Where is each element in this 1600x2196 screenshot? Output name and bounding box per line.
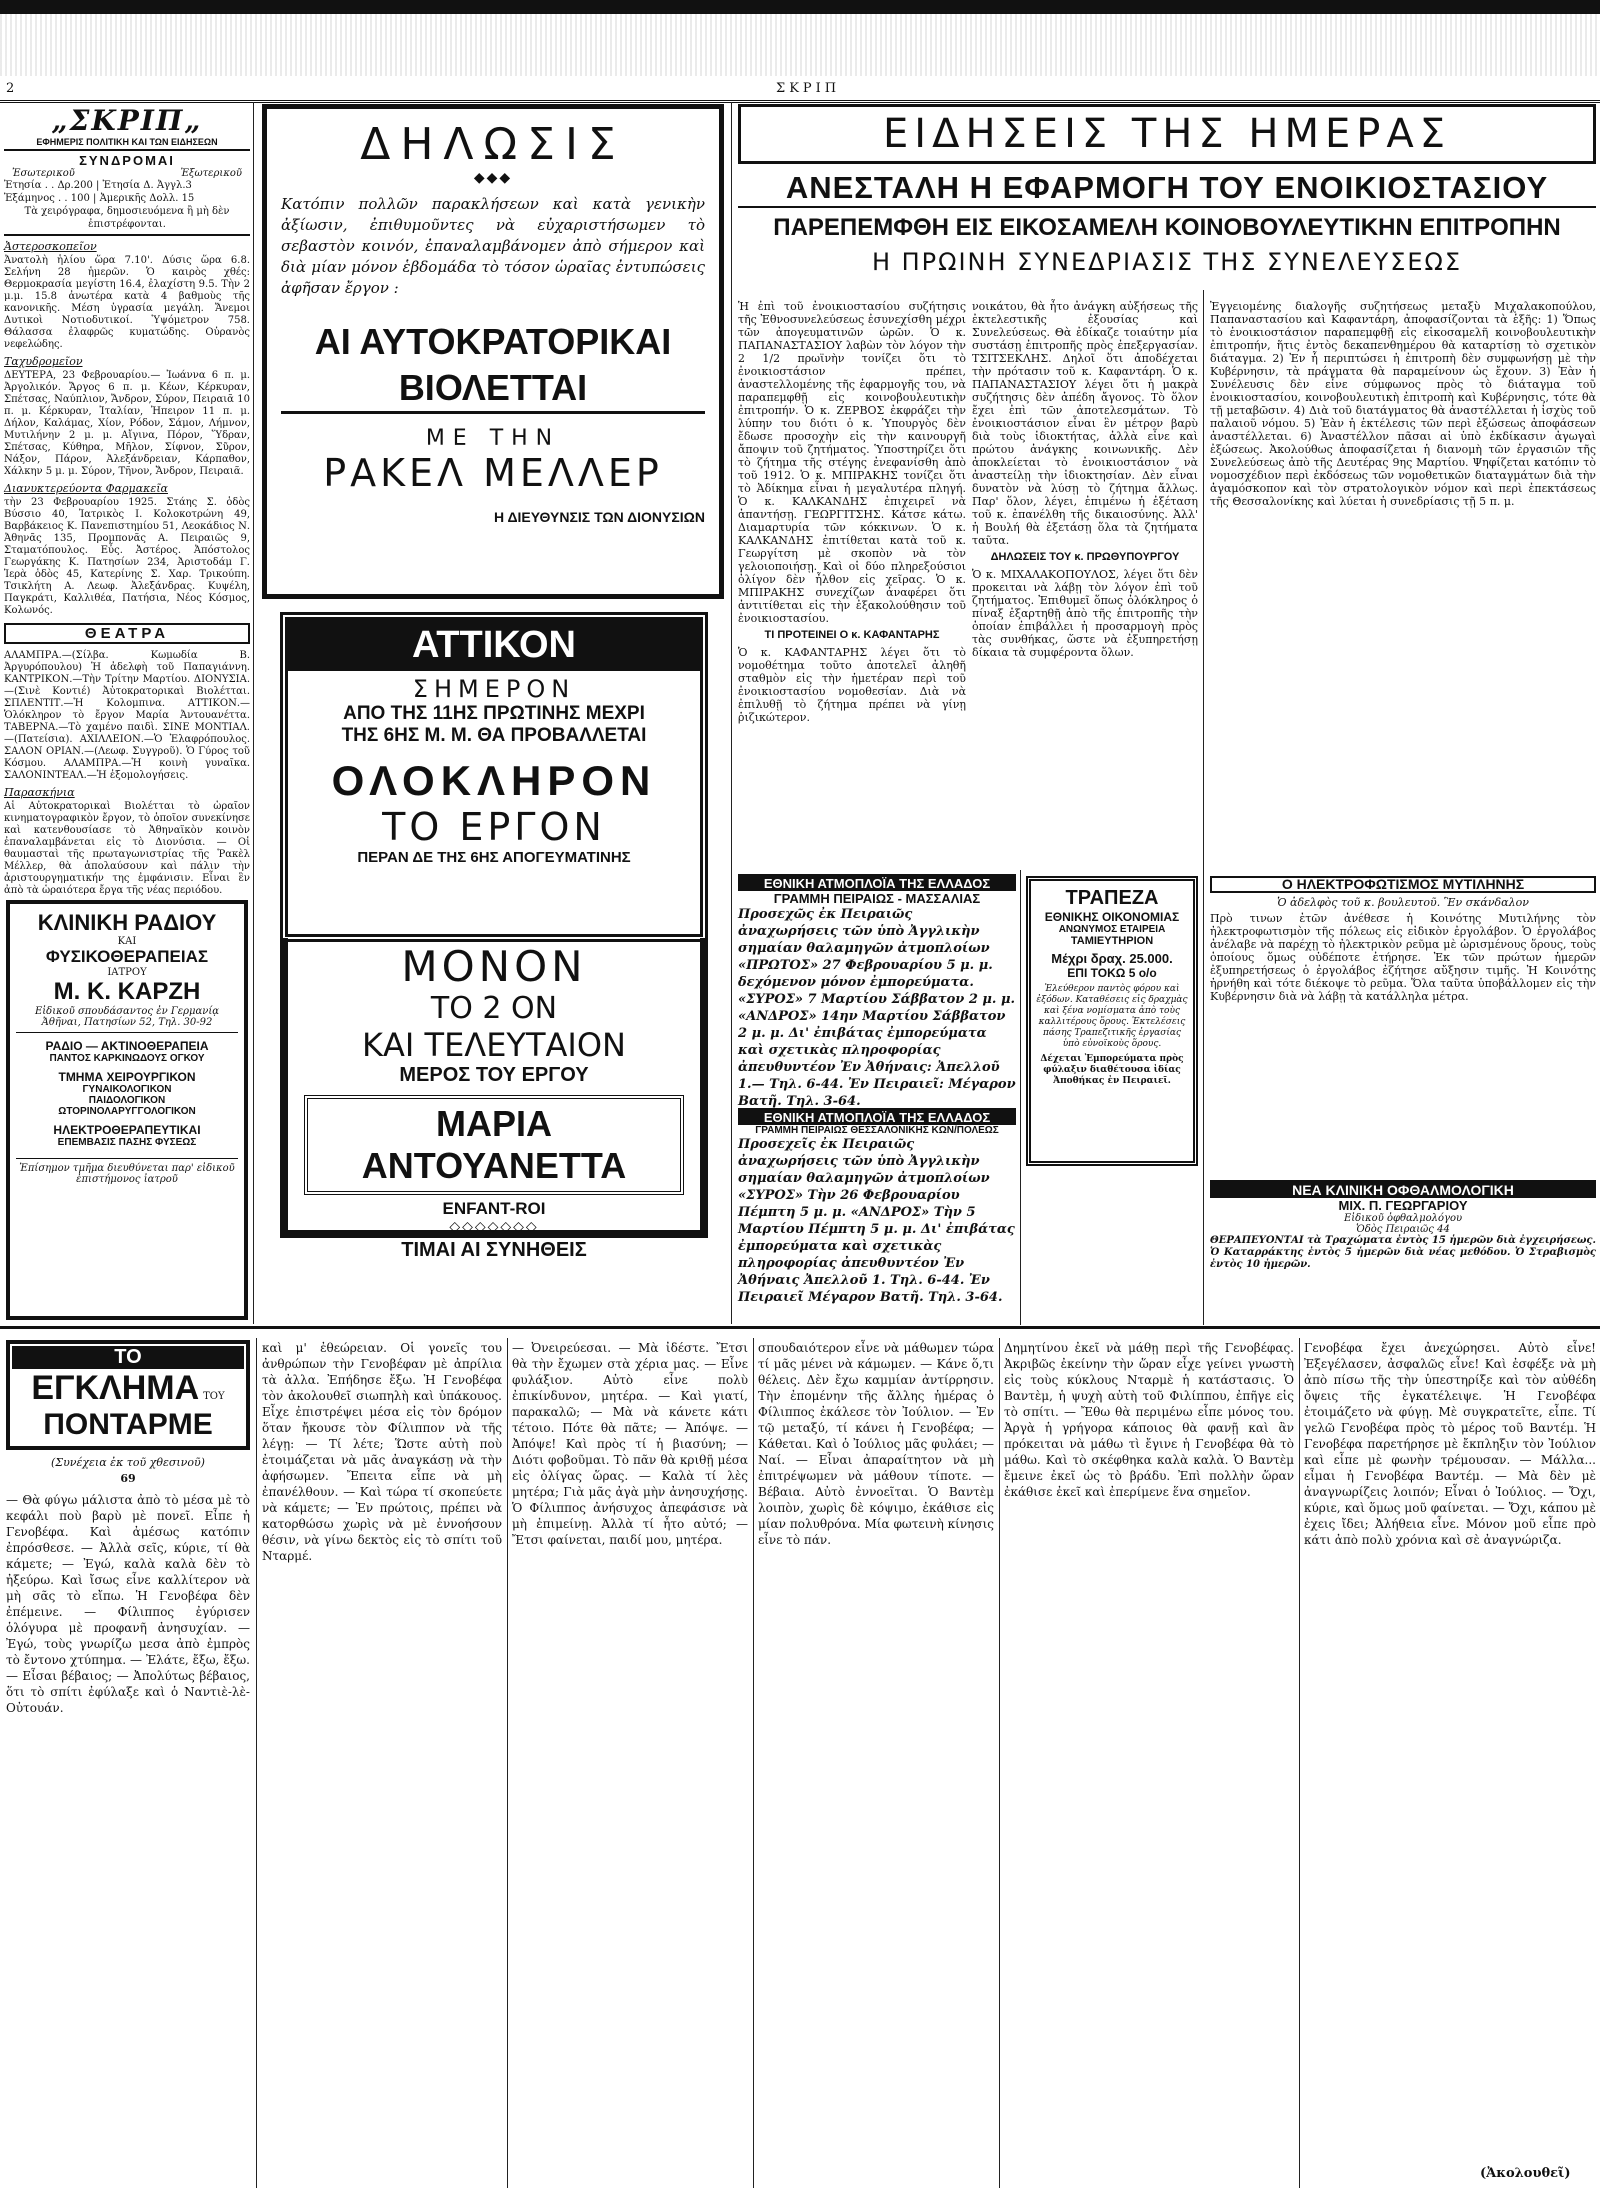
masthead-title: „ΣΚΡΙΠ„	[51, 104, 203, 137]
column-rule	[1299, 1338, 1300, 2188]
bleed-through-strip	[0, 14, 1600, 76]
serial-col-4: σπουδαιότερον εἶνε νὰ μάθωμεν τώρα τί μᾶς μένει νὰ κάμωμεν. — Κάνε ὅ,τι θέλεις. Δὲν ἔχω καμμίαν ἀντίρρησιν. Τὴν ἐπομένην τῆς ἄλλης ἡμέρας ὁ Φίλιππος ἐκάλεσε τὸν Ἰούλιον. — Ἐν τῷ μεταξύ, τί κάνει ἡ Γενοβέφα; — Κάθεται. Καὶ ὁ Ἰούλιος μᾶς φυλάει; — Ναί. — Εἶναι ἀπαραίτητον νὰ μὴ ἐπιτρέψωμεν νὰ μάθουν τίποτε. — Βέβαια. Αὐτὸ ἐννοεῖται. Ὁ Βαντὲμ λοιπὸν, χωρὶς δὲ κόψιμο, ἐκάθισε εἰς μίαν πολυθρόνα. Μία φωτεινὴ κίνησις εἶνε τὸ πάν.	[758, 1341, 994, 1547]
post-heading: Ταχυδρομεῖον	[4, 355, 83, 368]
theatres-heading: ΘΕΑΤΡΑ	[4, 623, 250, 644]
mytilini-body: Πρὸ τινων ἐτῶν ἀνέθεσε ἡ Κοινότης Μυτιλήνης τὸν ἠλεκτροφωτισμὸν τῆς πόλεως εἰς εἰδικὸν ἐργολάβον. Ὁ ἐργολάβος ἀνέλαβε νὰ παρέχῃ τὸ ἠλεκτρικὸν ρεῦμα μὲ ὡρισμένους ὅρους, τοὺς ὁποίους ὅμως οὐδέποτε ἐτήρησε. Ἐκ τῶν πρώτων ἡμερῶν ἐξυπηρετήσεως ὁ ἐργολάβος ἐζήτησε αὔξησιν τιμῆς. Ἡ Κοινότης ἠρνήθη καὶ τότε διέκοψε τὸ ρεῦμα. Ὅλα ταῦτα ὑποβάλλομεν εἰς τὴν Κυβέρνησιν διὰ νὰ λάβῃ τὰ κατάλληλα μέτρα.	[1210, 912, 1596, 1003]
attikon-last: ΚΑΙ ΤΕΛΕΥΤΑΙΟΝ	[362, 1026, 626, 1064]
shipping-ad-1	[738, 874, 1016, 1109]
sub-line-1: Ἐτησία . . Δρ.200 | Ἐτησία Δ. Ἀγγλ.3	[4, 180, 192, 191]
pharmacy-text: τὴν 23 Φεβρουαρίου 1925. Στάης Σ. ὁδὸς Βύσσιο 40, Ἰατρικὸς Ι. Κολοκοτρώνη 49, Βαρβάκειος Κ. Πανεπιστημίου 51, Λεοκάδιος Ν. Ἀθηνᾶς 135, Προμπονᾶς Α. Πειραιῶς 9, Σταματόπουλος. Εὖς. Ἀστέρος. Ἀπόστολος Γεωργάκης Κ. Πατησίων 234, Ἀριστοδάμ Γ. Ἱερὰ ὁδὸς 45, Κατερίνης Σ. Χαρ. Τρικούπη. Τσικλήτη Α. Λεωφ. Ἀλεξάνδρας. Κυψέλη, Παγκράτι, Καλλιθέα, Πατήσια, Νέος Κόσμος, Κολωνός.	[4, 497, 250, 616]
serial-continued: (Ἀκολουθεῖ)	[1480, 2166, 1571, 2181]
attikon-work: ΤΟ ΕΡΓΟΝ	[382, 805, 606, 849]
attikon-prices: ΤΙΜΑΙ ΑΙ ΣΥΝΗΘΕΙΣ	[401, 1239, 587, 1261]
declaration-with: ΜΕ ΤΗΝ	[425, 426, 561, 451]
theatres-text: ΑΛΑΜΠΡΑ.—(Σίλβα. Κωμωδία Β. Ἀργυρόπουλου) Ἡ ἀδελφὴ τοῦ Παπαγιάννη. ΚΑΝΤΡΙΚΟΝ.—Τὴν Τρίτην Μαρτίου. ΔΙΟΝΥΣΙΑ.—(Σινὲ Κοντιέ) Ἀὐτοκρατορικαὶ Βιολέτται. ΣΠΛΕΝΤΙΤ.—Ἡ Κολομπινα. ΑΤΤΙΚΟΝ.—Ὁλόκληρον τὸ ἔργον Μαρία Ἀντουανέττα. ΤΑΒΕΡΝΑ.—Τὸ χαμένο παιδὶ. ΣΙΝΕ ΜΟΝΤΙΑΛ.—(Πατείσια). ΑΧΙΛΛΕΙΟΝ.—Ὁ Ἐλαφρόπουλος. ΣΑΛΟΝ ΟΡΙΑΝ.—(Λεωφ. Συγγροῦ). Ὁ Γύρος τοῦ Κόσμου. ΑΛΑΜΠΡΑ.—Ἡ κοινὴ γυναῖκα. ΣΑΛΟΝΙΝΤΕΑΛ.—Ἡ ἐξομολογήσεις.	[4, 650, 250, 781]
clinic-ent: ΩΤΟΡΙΝΟΛΑΡΥΓΓΟΛΟΓΙΚΟΝ	[58, 1106, 196, 1117]
clinic-cancer: ΠΑΝΤΟΣ ΚΑΡΚΙΝΩΔΟΥΣ ΟΓΚΟΥ	[49, 1053, 205, 1064]
column-rule	[256, 1338, 257, 2188]
clinic-radio: ΡΑΔΙΟ — ΑΚΤΙΝΟΘΕΡΑΠΕΙΑ	[45, 1039, 209, 1053]
news-column-1	[738, 300, 966, 868]
column-rule	[753, 1338, 754, 2188]
eye-doctor: ΜΙΧ. Π. ΓΕΩΡΓΑΡΙΟΥ	[1338, 1198, 1468, 1213]
bank-dept: ΤΑΜΙΕΥΤΗΡΙΟΝ	[1070, 935, 1154, 947]
serial-col-5: Δημητίνου ἐκεῖ νὰ μάθῃ περὶ τῆς Γενοβέφας. Ἀκριβῶς ἐκείνην τὴν ὥραν εἶχε γείνει γνωστὴ εἰς τοὺς κύκλους Νταρμὲ ἡ κατάστασις. Ὁ Βαντὲμ, ἡ ψυχὴ αὐτὴ τοῦ Φιλίππου, ἐπῆγε εἰς τὸ σπίτι. — Ἔθω θὰ περιμένω εἶπε μόνος του. Ἀργὰ ἡ γρήγορα κάποιος θὰ φανῇ καὶ ἂν πρόκειται νὰ μάθω τὶ ἔγινε ἡ Γενοβέφα θὰ τὸ μάθω. Καὶ τὸ σκέφθηκα καλὰ καλὰ. Ὁ Βαντὲμ ἔμεινε ἐκεῖ ὡς τὸ βράδυ. Ἐπὶ πολλὴν ὥραν ἐκάθισε ἐκεῖ καὶ ἐπερίμενε ἕνα σημεῖον.	[1004, 1341, 1294, 1499]
running-title: ΣΚΡΙΠ	[776, 81, 841, 96]
sub-domestic: Ἐσωτερικοῦ	[12, 168, 75, 179]
masthead-subtitle: ΕΦΗΜΕΡΙΣ ΠΟΛΙΤΙΚΗ ΚΑΙ ΤΩΝ ΕΙΔΗΣΕΩΝ	[4, 137, 250, 151]
review-heading: Παρασκήνια	[4, 786, 75, 799]
ornament: ◆◆◆	[473, 170, 513, 186]
eye-clinic-ad	[1210, 1180, 1596, 1328]
bank-name: ΕΘΝΙΚΗΣ ΟΙΚΟΝΟΜΙΑΣ	[1044, 910, 1180, 924]
subscriptions-heading: ΣΥΝΔΡΟΜΑΙ	[79, 153, 175, 168]
eye-body: ΘΕΡΑΠΕΥΟΝΤΑΙ τὰ Τραχώματα ἐντὸς 15 ἡμερῶν διὰ ἐγχειρήσεως. Ὁ Καταρράκτης ἐντὸς 5 ἡμερῶν διὰ νέας μεθόδου. Ὁ Στραβισμὸς ἐντὸς 10 ἡμερῶν.	[1210, 1235, 1596, 1270]
column-rule	[731, 102, 732, 1324]
bank-min: Μέχρι δραχ. 25.000.	[1051, 951, 1173, 966]
eye-spec: Εἰδικοῦ ὀφθαλμολόγου	[1343, 1213, 1463, 1224]
attikon-until: ΤΗΣ 6ΗΣ Μ. Μ. ΘΑ ΠΡΟΒΑΛΛΕΤΑΙ	[341, 725, 647, 746]
serial-installment: 69	[120, 1472, 136, 1485]
news-column-3	[1210, 300, 1596, 868]
page-number: 2	[6, 81, 15, 96]
bank-body: Ἐλεύθερον παντὸς φόρου καὶ ἐξόδων. Καταθέσεις εἰς δραχμὰς καὶ ξένα νομίσματα ἀπὸ τοὺς καλλιτέρους ὅρους. Ἐκτελέσεις πάσης Τραπεζιτικῆς ἐργασίας ὑπὸ εὐνοϊκοὺς ὅρους.	[1036, 984, 1188, 1049]
attikon-today: ΣΗΜΕΡΟΝ	[412, 675, 576, 703]
post-text: ΔΕΥΤΕΡΑ, 23 Φεβρουαρίου.— Ἰωάννα 6 π. μ. Ἀργολικόν. Ἄργος 6 π. μ. Κέων, Κέρκυραν, Σπέτσας, Ναύπλιον, Ἄνδρον, Σύρον, Πειραιᾶ 10 π. μ. Κέρκυραν, Ἰταλίαν, Ἠπειρον 11 π. μ. Δήλον, Καλάμας, Χίον, Ρόδον, Σάμον, Λήμνον, Μυτιλήνην 2 μ. μ. Αἴγινα, Πόρον, Ὕδραν, Σπέτσας, Κύθηρα, Μῆλον, Σίφνον, Σῦρον, Νάξον, Πάρον, Ἀλεξάνδρειαν, Κάρπαθον, Χάλκην 5 μ. μ. Σύρον, Τῆνον, Ἄνδρον, Πειραιᾶ.	[4, 370, 250, 477]
news-sub-2: ΔΗΛΩΣΕΙΣ ΤΟΥ κ. ΠΡΩΘΥΠΟΥΡΓΟΥ	[990, 551, 1180, 563]
clinic-electro: ΗΛΕΚΤΡΟΘΕΡΑΠΕΥΤΙΚΑΙ	[53, 1123, 201, 1137]
sub-line-2: Ἑξάμηνος . . 100 | Ἀμερικῆς Δολλ. 15	[4, 193, 195, 204]
top-border	[0, 0, 1600, 14]
clinic-paed: ΠΑΙΔΟΛΟΓΙΚΟΝ	[88, 1095, 166, 1106]
clinic-doctor-label: ΙΑΤΡΟΥ	[107, 967, 147, 978]
bank-title: ΤΡΑΠΕΖΑ	[1065, 887, 1159, 909]
attikon-film: ΜΑΡΙΑ ΑΝΤΟΥΑΝΕΤΤΑ	[304, 1095, 684, 1195]
declaration-title: ΔΗΛΩΣΙΣ	[360, 119, 626, 170]
serial-name: ΠΟΝΤΑΡΜΕ	[43, 1408, 213, 1441]
review-text: Αἱ Αὐτοκρατορικαὶ Βιολέτται τὸ ὡραῖον κινηματογραφικὸν ἔργον, τὸ ὁποῖον συνεκίνησε καὶ κατενθουσίασε τὸ Ἀθηναϊκὸν κοινὸν ἐπαναλαμβάνεται εἰς τὸ Διονύσια. — Οἱ θαυμασταὶ τῆς πρωταγωνιστρίας τῆς Ῥακὲλ Μέλλερ, θὰ ἀπολαύσουν καὶ πάλιν τὴν ἀριστουργηματικήν της ἐμφάνισιν. Εἶναι ἓν ἀπὸ τὰ ὡραιότερα ἔργα τῆς νέας περιόδου.	[4, 801, 250, 896]
news-col1-text: Ἡ ἐπὶ τοῦ ἐνοικιοστασίου συζήτησις τῆς Ἐθνοσυνελεύσεως ἐσυνεχίσθη μέχρι τῶν ἀπογευματινῶν ὡρῶν. Ὁ κ. ΠΑΠΑΝΑΣΤΑΣΙΟΥ λαβὼν τὸν λόγον τὴν 2 1/2 πρωϊνὴν τονίζει ὅτι τὸ ἐνοικιοστάσιον πρέπει, ἀναστελλομένης τῆς ἐφαρμογῆς του, νὰ παραπεμφθῇ εἰς κοινοβουλευτικὴν ἐπιτροπήν. Ὁ κ. ΖΕΡΒΟΣ ἐκφράζει τὴν λύπην του διότι ὁ κ. Ὑπουργὸς δὲν ἔδωσε προσοχὴν εἰς τὴν καινουργῆ ἄποψιν τοῦ ζητήματος. Ὑποστηρίζει ὅτι τὸ ζήτημα τῆς στέγης ἐνεφανίσθη ἀπὸ τοῦ 1912. Ὁ κ. ΜΠΙΡΑΚΗΣ τονίζει ὅτι τὸ Ἀδίκημα εἶναι ἡ μεγαλυτέρα πληγή. Ὁ κ. ΚΑΛΚΑΝΔΗΣ ἐπιχειρεῖ νὰ ἀπαντήσῃ. ΓΕΩΡΓΙΤΣΗΣ. Κάτσε κάτω. Διαμαρτυρία τῶν κόκκινων. Ὁ κ. ΚΑΛΚΑΝΔΗΣ ἐπιτίθεται κατὰ τοῦ κ. Γεωργίτση μὲ σκοπὸν νὰ τὸν γελοιοποιήσῃ. Καὶ οἱ δύο πληρεξούσιοι ὀλίγον δὲν ἦλθον εἰς χεῖρας. Ὁ κ. ΜΠΙΡΑΚΗΣ συνεχίζων ἀναφέρει ὅτι ἀντιτίθεται εἰς τὴν ἐξακολούθησιν τοῦ ἐνοικιοστασίου.	[738, 300, 966, 625]
bank-safe: Δέχεται Ἐμπορεύματα πρὸς φύλαξιν διαθέτουσα ἰδίας Ἀποθήκας ἐν Πειραιεῖ.	[1040, 1054, 1184, 1086]
news-col1b-text: Ὁ κ. ΚΑΦΑΝΤΑΡΗΣ λέγει ὅτι τὸ νομοθέτημα τοῦτο ἀποτελεῖ ἀληθῆ σταθμὸν εἰς τὴν ἡμετέραν περὶ τοῦ ἐνοικιοστασίου νομοθεσίαν. Διὰ νὰ ἐπιλυθῇ τὸ ζήτημα πρέπει νὰ γίνῃ ῥιζικώτερον.	[738, 646, 966, 724]
declaration-body: Κατόπιν πολλῶν παρακλήσεων καὶ κατὰ γενικὴν ἀξίωσιν, ἐπιθυμοῦντες νὰ εὐχαριστήσωμεν τὸ σεβαστὸν κοινόν, ἐπαναλαμβάνομεν ἀπὸ σήμερον καὶ διὰ μίαν μόνον ἑβδομάδα τὸ τόσον ὡραῖας ἐντυπώσεις ἀφῆσαν ἔργον :	[281, 195, 705, 297]
attikon-whole: ΟΛΟΚΛΗΡΟΝ	[331, 757, 657, 804]
clinic-address: Ἀθῆναι, Πατησίων 52, Τηλ. 30-92	[16, 1017, 238, 1033]
ship1-title: ΕΘΝΙΚΗ ΑΤΜΟΠΛΟΪΑ ΤΗΣ ΕΛΛΑΔΟΣ	[738, 876, 1016, 891]
news-col2b-text: Ὁ κ. ΜΙΧΑΛΑΚΟΠΟΥΛΟΣ, λέγει ὅτι δὲν προκειται νὰ λάβῃ τὸν λόγον ἐπὶ τοῦ ζητήματος. Ἐπιθυμεῖ ὅπως ὁλόκληρος ὁ πίναξ ἐξαρτηθῇ ἀπὸ τῆς ἐπιτροπῆς τὴν ὁποίαν ἐπιβάλλει ἡ προσαρμογὴ πρὸς τὰς συνθήκας, ὥστε νὰ ἐξυπηρετήσῃ δίκαια τὰ συμφέροντα ὅλων.	[972, 568, 1198, 659]
clinic-doctor: Μ. Κ. ΚΑΡΖΗ	[53, 978, 201, 1005]
clinic-creds: Εἰδικοῦ σπουδάσαντος ἐν Γερμανίᾳ	[34, 1006, 220, 1017]
clinic-surgical: ΤΜΗΜΑ ΧΕΙΡΟΥΡΓΙΚΟΝ	[58, 1070, 196, 1084]
attikon-beyond: ΠΕΡΑΝ ΔΕ ΤΗΣ 6ΗΣ ΑΠΟΓΕΥΜΑΤΙΝΗΣ	[357, 849, 631, 866]
column-rule	[1020, 870, 1021, 1325]
clinic-gyn: ΓΥΝΑΙΚΟΛΟΓΙΚΟΝ	[82, 1084, 172, 1095]
clinic-nature: ΕΠΕΜΒΑΣΙΣ ΠΑΣΗΣ ΦΥΣΕΩΣ	[57, 1137, 197, 1148]
ship1-route: ΓΡΑΜΜΗ ΠΕΙΡΑΙΩΣ - ΜΑΣΣΑΛΙΑΣ	[773, 891, 981, 906]
column-rule	[1203, 290, 1204, 870]
serial-of: ΤΟΥ	[203, 1391, 225, 1402]
serial-col-6: Γενοβέφα ἔχει ἀνεχώρησει. Αὐτὸ εἶνε! Ἐξεγέλασεν, ἀσφαλῶς εἶνε! Καὶ ἐσφέξε νὰ μὴ ἀπὸ πίσω τῆς τὴν ὑπεστηρίξε καὶ τὸν αὐθέδη ὄψεις τῆς ἐγκατέλειψε. Ἡ Γενοβέφα ἐτοιμάζετο νὰ φύγῃ. Μὲ συγκρατεῖτε, εἶπε. Τί γελῶ Γενοβέφα πρὸς τὸ μέρος τοῦ Βαντέμ. Ἡ Γενοβέφα παρετήρησε μὲ ἔκπληξιν τὸν Ἰούλιον καὶ εἶπε μὲ φωνὴν τρέμουσαν. — Μάλλα... εἶμαι ἡ Γενοβέφα Βαντέμ. — Μὰ δὲν μὲ ἀναγνωρίζεις λοιπόν; Εἶναι ὁ Ἰούλιος. — Ὄχι, κύριε, καὶ ὅμως μοῦ φαίνεται. — Ὄχι, κάπου μὲ ἐχεις ἴδει; Ἀλήθεια εἶνε. Μόνον μοῦ εἶπε πρὸ κάτι ἀπὸ πολὺ χρόνια καὶ σὲ ἀναγνώριζα.	[1304, 1341, 1596, 1547]
bank-type: ΑΝΩΝΥΜΟΣ ΕΤΑΙΡΕΙΑ	[1058, 924, 1166, 935]
serial-col-2: καὶ μ' ἐθεώρειαν. Οἱ γονεῖς του ἀνθρώπων τὴν Γενοβέφαν μὲ ἀπρίλια τὰ ἀλλα. Ἐπήδησε ἔξω. Ἡ Γενοβέφα τὸν ἀκολουθεῖ σιωπηλὴ καὶ ὑπάκουος. Εἶχε ἐπιστρέψει μέσα εἰς τὸν δρόμον ὅταν ἤκουσε τὸν Φίλιππον νὰ τῆς λέγῃ: — Τί λέτε; Ὥστε αὐτὴ ποὺ ἐτοιμάζεται νὰ μᾶς ἀναγκάσῃ νὰ τὴν ἀφήσωμεν. Ἔπειτα εἶπε νὰ μὴ ἐπανέλθουν. — Καὶ τώρα τί σκοπεύετε νὰ κάμετε; — Ἐν πρώτοις, πρέπει νὰ κατορθώσω χωρὶς νὰ μὲ ἐννοήσουν θέσιν, νὰ γίνω δεκτὸς εἰς τὸ σπίτι τοῦ Νταρμέ.	[262, 1341, 502, 1563]
news-sub-1: ΤΙ ΠΡΟΤΕΙΝΕΙ Ο κ. ΚΑΦΑΝΤΑΡΗΣ	[764, 629, 940, 641]
attikon-cinema: ΑΤΤΙΚΟΝ	[288, 620, 700, 671]
pharmacy-heading: Διανυκτερεύοντα Φαρμακεῖα	[4, 482, 168, 495]
declaration-star: ΡΑΚΕΛ ΜΕΛΛΕΡ	[323, 451, 663, 495]
serial-cont: (Συνέχεια ἐκ τοῦ χθεσινοῦ)	[51, 1456, 205, 1469]
ornament: ◇◇◇◇◇◇◇	[449, 1219, 539, 1235]
shipping-ad-2	[738, 1108, 1016, 1328]
serial-title-box	[6, 1340, 250, 1450]
column-rule	[1203, 870, 1204, 1325]
ship2-route: ΓΡΑΜΜΗ ΠΕΙΡΑΙΩΣ ΘΕΣΣΑΛΟΝΙΚΗΣ ΚΩΝ/ΠΟΛΕΩΣ	[755, 1125, 999, 1136]
clinic-and: ΚΑΙ	[117, 936, 137, 947]
sub-foreign: Ἐξωτερικοῦ	[180, 168, 242, 179]
bank-rate: ΕΠΙ ΤΟΚΩ 5 ο/ο	[1067, 966, 1157, 980]
headline-1: ΑΝΕΣΤΑΛΗ Η ΕΦΑΡΜΟΓΗ ΤΟΥ ΕΝΟΙΚΙΟΣΤΑΣΙΟΥ	[738, 170, 1596, 208]
mytilini-article	[1210, 876, 1596, 1176]
attikon-part: ΜΕΡΟΣ ΤΟΥ ΕΡΓΟΥ	[399, 1064, 589, 1086]
ship2-body: Προσεχεῖς ἐκ Πειραιῶς ἀναχωρήσεις τῶν ὑπὸ Ἀγγλικὴν σημαίαν θαλαμηγῶν ἀτμοπλοίων «ΣΥΡΟΣ» Τὴν 26 Φεβρουαρίου Πέμπτη 5 μ. μ. «ΑΝΔΡΟΣ» Τὴν 5 Μαρτίου Πέμπτη 5 μ. μ. Δι' ἐπιβάτας ἐμπορεύματα καὶ σχετικὰς πληροφορίας ἀπευθυντέον Ἐν Ἀθήναις Ἀπελλοῦ 1. Τηλ. 6-44. Ἐν Πειραιεῖ Μέγαρον Βατῆ. Τηλ. 3-64.	[738, 1137, 1015, 1305]
news-section-title: ΕΙΔΗΣΕΙΣ ΤΗΣ ΗΜΕΡΑΣ	[738, 104, 1596, 164]
eye-title: ΝΕΑ ΚΛΙΝΙΚΗ ΟΦΘΑΛΜΟΛΟΓΙΚΗ	[1210, 1182, 1596, 1198]
attikon-subtitle: ENFANT-ROI	[442, 1199, 546, 1218]
serial-title: ΕΓΚΛΗΜΑ	[31, 1369, 200, 1407]
headline-2: ΠΑΡΕΠΕΜΦΘΗ ΕΙΣ ΕΙΚΟΣΑΜΕΛΗ ΚΟΙΝΟΒΟΥΛΕΥΤΙΚΗΝ ΕΠΙΤΡΟΠΗΝ	[773, 214, 1561, 241]
declaration-film: ΑΙ ΑΥΤΟΚΡΑΤΟΡΙΚΑΙ ΒΙΟΛΕΤΤΑΙ	[281, 319, 705, 414]
attikon-from: ΑΠΟ ΤΗΣ 11ΗΣ ΠΡΩΤΙΝΗΣ ΜΕΧΡΙ	[343, 703, 645, 724]
headline-3: Η ΠΡΩΙΝΗ ΣΥΝΕΔΡΙΑΣΙΣ ΤΗΣ ΣΥΝΕΛΕΥΣΕΩΣ	[871, 248, 1463, 276]
column-rule	[507, 1338, 508, 2188]
serial-the: ΤΟ	[12, 1346, 244, 1369]
page-folio	[0, 80, 1600, 103]
attikon-only: ΜΟΝΟΝ	[401, 942, 587, 991]
serial-col-3: — Ὀνειρεύεσαι. — Μὰ ἰδέστε. Ἔτσι θὰ τὴν ἔχωμεν στὰ χέρια μας. — Εἶνε φυλάξιον. Αὐτὸ εἶνε πολὺ ἐπικίνδυνον, μητέρα. — Καὶ γιατί, παρακαλῶ; — Μὰ νὰ κάνετε κάτι τέτοιο. Πότε θὰ πᾶτε; — Ἀπόψε. — Ἀπόψε! Καὶ πρὸς τί ἡ βιασύνη; — Διότι φοβοῦμαι. Τὸ πᾶν θὰ κριθῇ μέσα εἰς ὀλίγας ὥρας. — Καλὰ τί λὲς μητέρα; Γιὰ μᾶς ἀγὰ μὴν ἀνησυχήσῃς. Ὁ Φίλιππος ἀνήσυχος ἀπεφάσισε νὰ μὴ ἐπιμείνῃ. Ἀλλὰ τί ἦτο αὐτό; — Ἔτσι φαίνεται, παιδί μου, μητέρα.	[512, 1341, 748, 1547]
mytilini-title: Ο ΗΛΕΚΤΡΟΦΩΤΙΣΜΟΣ ΜΥΤΙΛΗΝΗΣ	[1210, 876, 1596, 893]
eye-addr: Ὁδὸς Πειραιῶς 44	[1356, 1224, 1450, 1235]
column-rule	[999, 1338, 1000, 2188]
ship2-title: ΕΘΝΙΚΗ ΑΤΜΟΠΛΟΪΑ ΤΗΣ ΕΛΛΑΔΟΣ	[738, 1110, 1016, 1125]
ship1-body: Προσεχῶς ἐκ Πειραιῶς ἀναχωρήσεις τῶν ὑπὸ Ἀγγλικὴν σημαίαν θαλαμηγῶν ἀτμοπλοίων «ΠΡΩΤΟΣ» 27 Φεβρουαρίου 5 μ. μ. δεχόμενον μόνον ἐμπορεύματα. «ΣΥΡΟΣ» 7 Μαρτίου Σάββατον 2 μ. μ. «ΑΝΔΡΟΣ» 14ην Μαρτίου Σάββατον 2 μ. μ. Δι' ἐπιβάτας ἐμπορεύματα καὶ σχετικὰς πληροφορίας ἀπευθυντέον Ἐν Ἀθήναις: Ἀπελλοῦ 1.— Τηλ. 6-44. Ἐν Πειραιεῖ: Μέγαρον Βατῆ. Τηλ. 3-64.	[738, 907, 1016, 1109]
attikon-second: ΤΟ 2 ΟΝ	[430, 991, 558, 1026]
column-rule	[253, 102, 254, 1324]
news-col3-text: Ἐγγειομένης διαλογῆς συζητήσεως μεταξὺ Μιχαλακοπούλου, Παπαναστασίου καὶ Καφαντάρη, ἀποφασίζονται τὰ ἑξῆς: 1) Ὅπως τὸ ἐνοικιοστάσιον παραπεμφθῇ εἰς εἰκοσαμελῆ κοινοβουλευτικὴν ἐπιτροπήν, ἥτις ἐντὸς δεκαπενθημέρου θὰ καταρτίσῃ τὸ σχετικὸν διάταγμα. 2) Ἐν ἧ περιπτώσει ἡ ἐπιτροπὴ δὲν συμφωνήσῃ μὲ τὴν Κυβέρνησιν, τὰ πράγματα θὰ παραμείνουν ὡς ἔχουν. 3) Ἐὰν ἡ Συνέλευσις δὲν εἶνε σύμφωνος πρὸς τὸ διάταγμα τοῦ ἐνοικιοστασίου, κοινοβουλευτικὴ ἐπιτροπὴ καὶ Κυβέρνησις, τότε θὰ τῇ μεταβῶσιν. 4) Διὰ τοῦ διατάγματος θὰ ἀναστέλλεται ἡ ἰσχὺς τοῦ παλαιοῦ νόμου. 5) Ἐὰν ἡ ἐκτέλεσις τῶν περὶ ἐξώσεως ἀποφάσεων ἀναστέλλεται. 6) Ἀναστέλλον πᾶσαι αἱ ὑπὸ ἐκδίκασιν ἀγωγαὶ ἐξώσεως. Ἀκολούθως ἀποφασίζεται ἡ διανομὴ τῶν ἐργασιῶν τῆς Συνελεύσεως ἀπὸ τῆς Δευτέρας 9ης Μαρτίου. Ψηφίζεται κατόπιν τὸ νομοσχέδιον περὶ ἐκδόσεως τῶν νομοθετικῶν διαταγμάτων διὰ τὴν ἀγαμόσκοπον καὶ τὸν στρατολογικὸν νόμον καὶ περὶ ἐπεκτάσεως τῆς Θεσσαλονίκης καὶ λύεται ἡ συνεδρίασις τῇ 5 π. μ.	[1210, 300, 1596, 508]
bank-ad	[1026, 876, 1198, 1166]
attikon-ad	[280, 612, 708, 942]
astro-heading: Ἀστεροσκοπεῖον	[4, 240, 97, 253]
declaration-ad	[262, 104, 724, 599]
serial-col-1: — Θὰ φύγω μάλιστα ἀπὸ τὸ μέσα μὲ τὸ κεφάλι ποὺ βαρὺ μὲ πονεῖ. Εἶπε ἡ Γενοβέφα. Καὶ ἀμέσως κατόπιν ἐπρόσθεσε. — Ἀλλὰ σεῖς, κύριε, τί θὰ κάμετε; — Ἐγώ, καλὰ καλὰ δὲν τὸ ἠξεύρω. Καὶ ἴσως εἶνε καλλίτερον νὰ μὴ σᾶς τὸ εἴπω. Ἡ Γενοβέφα δὲν ἐπέμεινε. — Φίλιππος ἐγύρισεν ὁλόγυρα μὲ προφανῆ ἀνησυχίαν. — Ἐγώ, τοὺς γνωρίζω μεσα ἀπὸ ἐμπρὸς τὸ ἔντονο χτύπημα. — Ἐλάτε, ἔξω, ἔξω. — Εἶσαι βέβαιος; — Ἀπολύτως βέβαιος, ὅτι τὸ σπίτι ἐφύλαξε καὶ ὁ Ναντιὲ-λὲ-Οὐτουάν.	[6, 1493, 250, 1715]
clinic-ad	[6, 900, 248, 1320]
astro-text: Ἀνατολὴ ἡλίου ὥρα 7.10'. Δύσις ὥρα 6.8. Σελήνη 28 ἡμερῶν. Ὁ καιρὸς χθές: Θερμοκρασία μεγίστη 16.4, ἐλαχίστη 9.5. Τὴν 2 μ.μ. 15.8 ἀνωτέρα κατὰ 4 βαθμοὺς τῆς κανονικῆς. Μέση ὑγρασία μεγάλη. Ἄνεμοι Δυτικοὶ Νοτιοδυτικοί. Ὑψόμετρον 758. Θάλασσα ἐλαφρῶς κυματώδης. Οὐρανὸς νεφελώδης.	[4, 255, 250, 350]
clinic-footer: Ἐπίσημον τμῆμα διευθύνεται παρ' εἰδικοῦ ἐπιστήμονος ἰατροῦ	[16, 1158, 238, 1185]
news-header	[738, 104, 1596, 294]
clinic-title: ΚΛΙΝΙΚΗ ΡΑΔΙΟΥ	[37, 910, 217, 935]
serial-divider	[0, 1326, 1600, 1329]
declaration-signature: Η ΔΙΕΥΘΥΝΣΙΣ ΤΩΝ ΔΙΟΝΥΣΙΩΝ	[493, 509, 705, 525]
attikon-ad-lower	[280, 938, 708, 1261]
news-column-2	[972, 300, 1198, 868]
sub-note: Τὰ χειρόγραφα, δημοσιευόμενα ἢ μὴ δὲν ἐπιστρέφονται.	[4, 205, 250, 236]
news-col2-text: νοικάτου, θὰ ἦτο ἀνάγκη αὐξήσεως τῆς ἐκτελεστικῆς ἐξουσίας καὶ Συνελεύσεως. Θὰ ἐδίκαζε τοιαύτην μία συστάσῃ ἐπιτροπῆς πρὸς ἐπεξεργασίαν. ΤΣΙΤΣΕΚΛΗΣ. Δηλοῖ ὅτι ἀποδέχεται τὴν πρότασιν τοῦ κ. Καφαντάρη. Ὁ κ. ΠΑΠΑΝΑΣΤΑΣΙΟΥ λέγει ὅτι ἡ μακρὰ συζήτησις δὲν ἀπέδη ἄγονος. Τὸ ὅλον ἔχει ἐπὶ τῶν ἀποτελεσμάτων. Τὸ ἐνοικιοστάσιον εἶναι ἓν μέτρον βαρὺ διὰ τοὺς ἰδιοκτήτας, ἀλλὰ εἶνε καὶ πρώτου ἀνάγκης κοινωνικῆς. Δὲν ἀποκλείεται τὸ ἐνοικιοστάσιον νὰ ἀναστείλῃ τὴν ἰδιοκτησίαν. Δὲν εἶναι δυνατὸν νὰ λύσῃ τὸ ζήτημα ἄλλως. Παρ' ὅλον, λέγει, ἐπιμένω ἡ ἐξέταση τοῦ κ. ἐπανέλθη τῆς δικαιοσύνης. Ἀλλ' ἡ Βουλή θὰ ἐξετάσῃ ὅλα τὰ ζητήματα ταῦτα.	[972, 300, 1198, 547]
mytilini-sub: Ὁ ἀδελφὸς τοῦ κ. βουλευτοῦ. Ἓν σκάνδαλον	[1277, 896, 1529, 909]
clinic-physio: ΦΥΣΙΚΟΘΕΡΑΠΕΙΑΣ	[45, 947, 209, 966]
